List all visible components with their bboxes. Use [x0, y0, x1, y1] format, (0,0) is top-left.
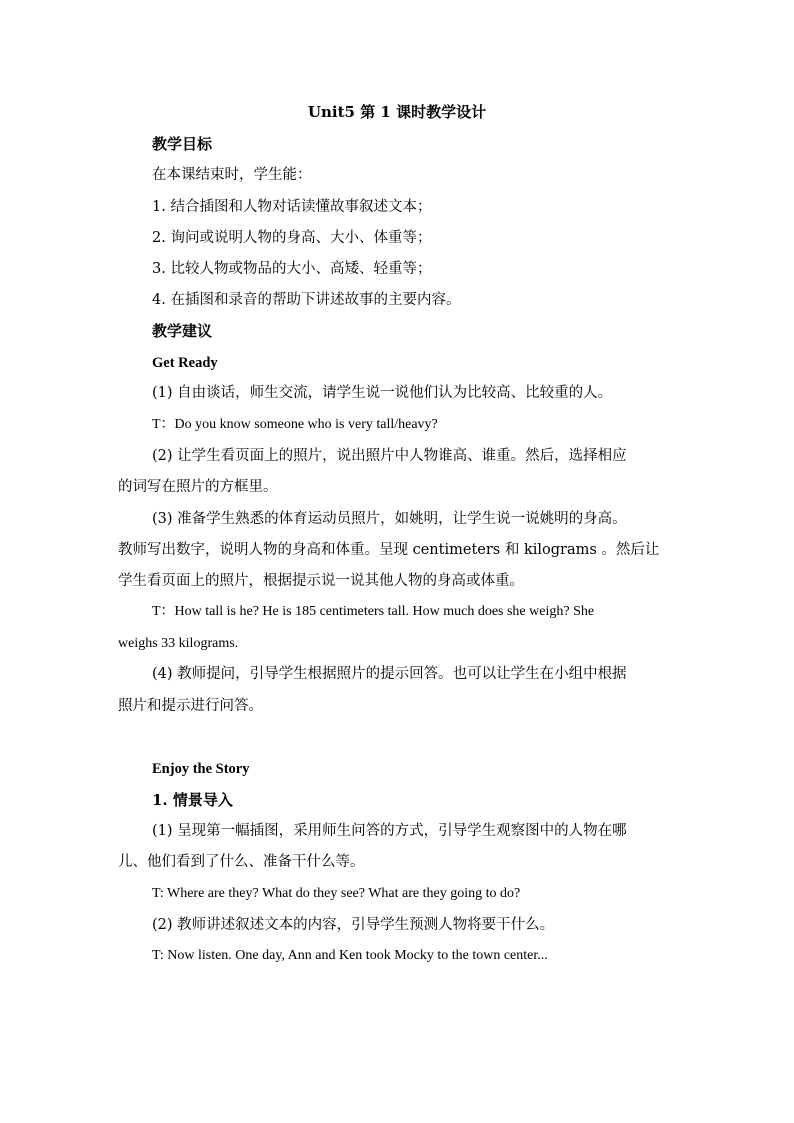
paragraph: 教师写出数字，说明人物的身高和体重。呈现 centimeters 和 kilograms 。然后让 — [118, 542, 660, 558]
paragraph: (2) 教师讲述叙述文本的内容，引导学生预测人物将要干什么。 — [152, 917, 555, 933]
paragraph: 照片和提示进行问答。 — [118, 698, 263, 714]
paragraph: (1) 呈现第一幅插图，采用师生问答的方式，引导学生观察图中的人物在哪 — [152, 823, 627, 839]
paragraph: (3) 准备学生熟悉的体育运动员照片，如姚明，让学生说一说姚明的身高。 — [152, 511, 627, 527]
enjoy-story-heading: Enjoy the Story — [152, 761, 250, 777]
teacher-line: T: Where are they? What do they see? What are they going to do? — [152, 886, 521, 901]
objective-item: 3. 比较人物或物品的大小、高矮、轻重等； — [152, 261, 432, 277]
objectives-heading: 教学目标 — [152, 135, 213, 153]
paragraph: 的词写在照片的方框里。 — [118, 479, 278, 495]
paragraph: (2) 让学生看页面上的照片，说出照片中人物谁高、谁重。然后，选择相应 — [152, 448, 627, 464]
teacher-line: T：Do you know someone who is very tall/heavy? — [152, 417, 438, 432]
objective-item: 2. 询问或说明人物的身高、大小、体重等； — [152, 230, 432, 246]
paragraph: (1) 自由谈话，师生交流，请学生说一说他们认为比较高、比较重的人。 — [152, 385, 613, 401]
objective-item: 1. 结合插图和人物对话读懂故事叙述文本； — [152, 199, 432, 215]
get-ready-heading: Get Ready — [152, 355, 218, 371]
suggestions-heading: 教学建议 — [152, 322, 213, 340]
paragraph: 儿、他们看到了什么、准备干什么等。 — [118, 854, 365, 870]
page-title: Unit5 第 1 课时教学设计 — [307, 103, 487, 121]
objectives-intro: 在本课结束时，学生能： — [152, 167, 312, 183]
paragraph: (4) 教师提问，引导学生根据照片的提示回答。也可以让学生在小组中根据 — [152, 666, 627, 682]
teacher-line: weighs 33 kilograms. — [118, 636, 239, 651]
objective-item: 4. 在插图和录音的帮助下讲述故事的主要内容。 — [152, 292, 461, 308]
teacher-line: T: Now listen. One day, Ann and Ken took Mocky to the town center... — [152, 948, 548, 963]
paragraph: 学生看页面上的照片，根据提示说一说其他人物的身高或体重。 — [118, 573, 524, 589]
sub-heading: 1. 情景导入 — [152, 791, 233, 809]
teacher-line: T：How tall is he? He is 185 centimeters tall. How much does she weigh? She — [152, 604, 595, 619]
